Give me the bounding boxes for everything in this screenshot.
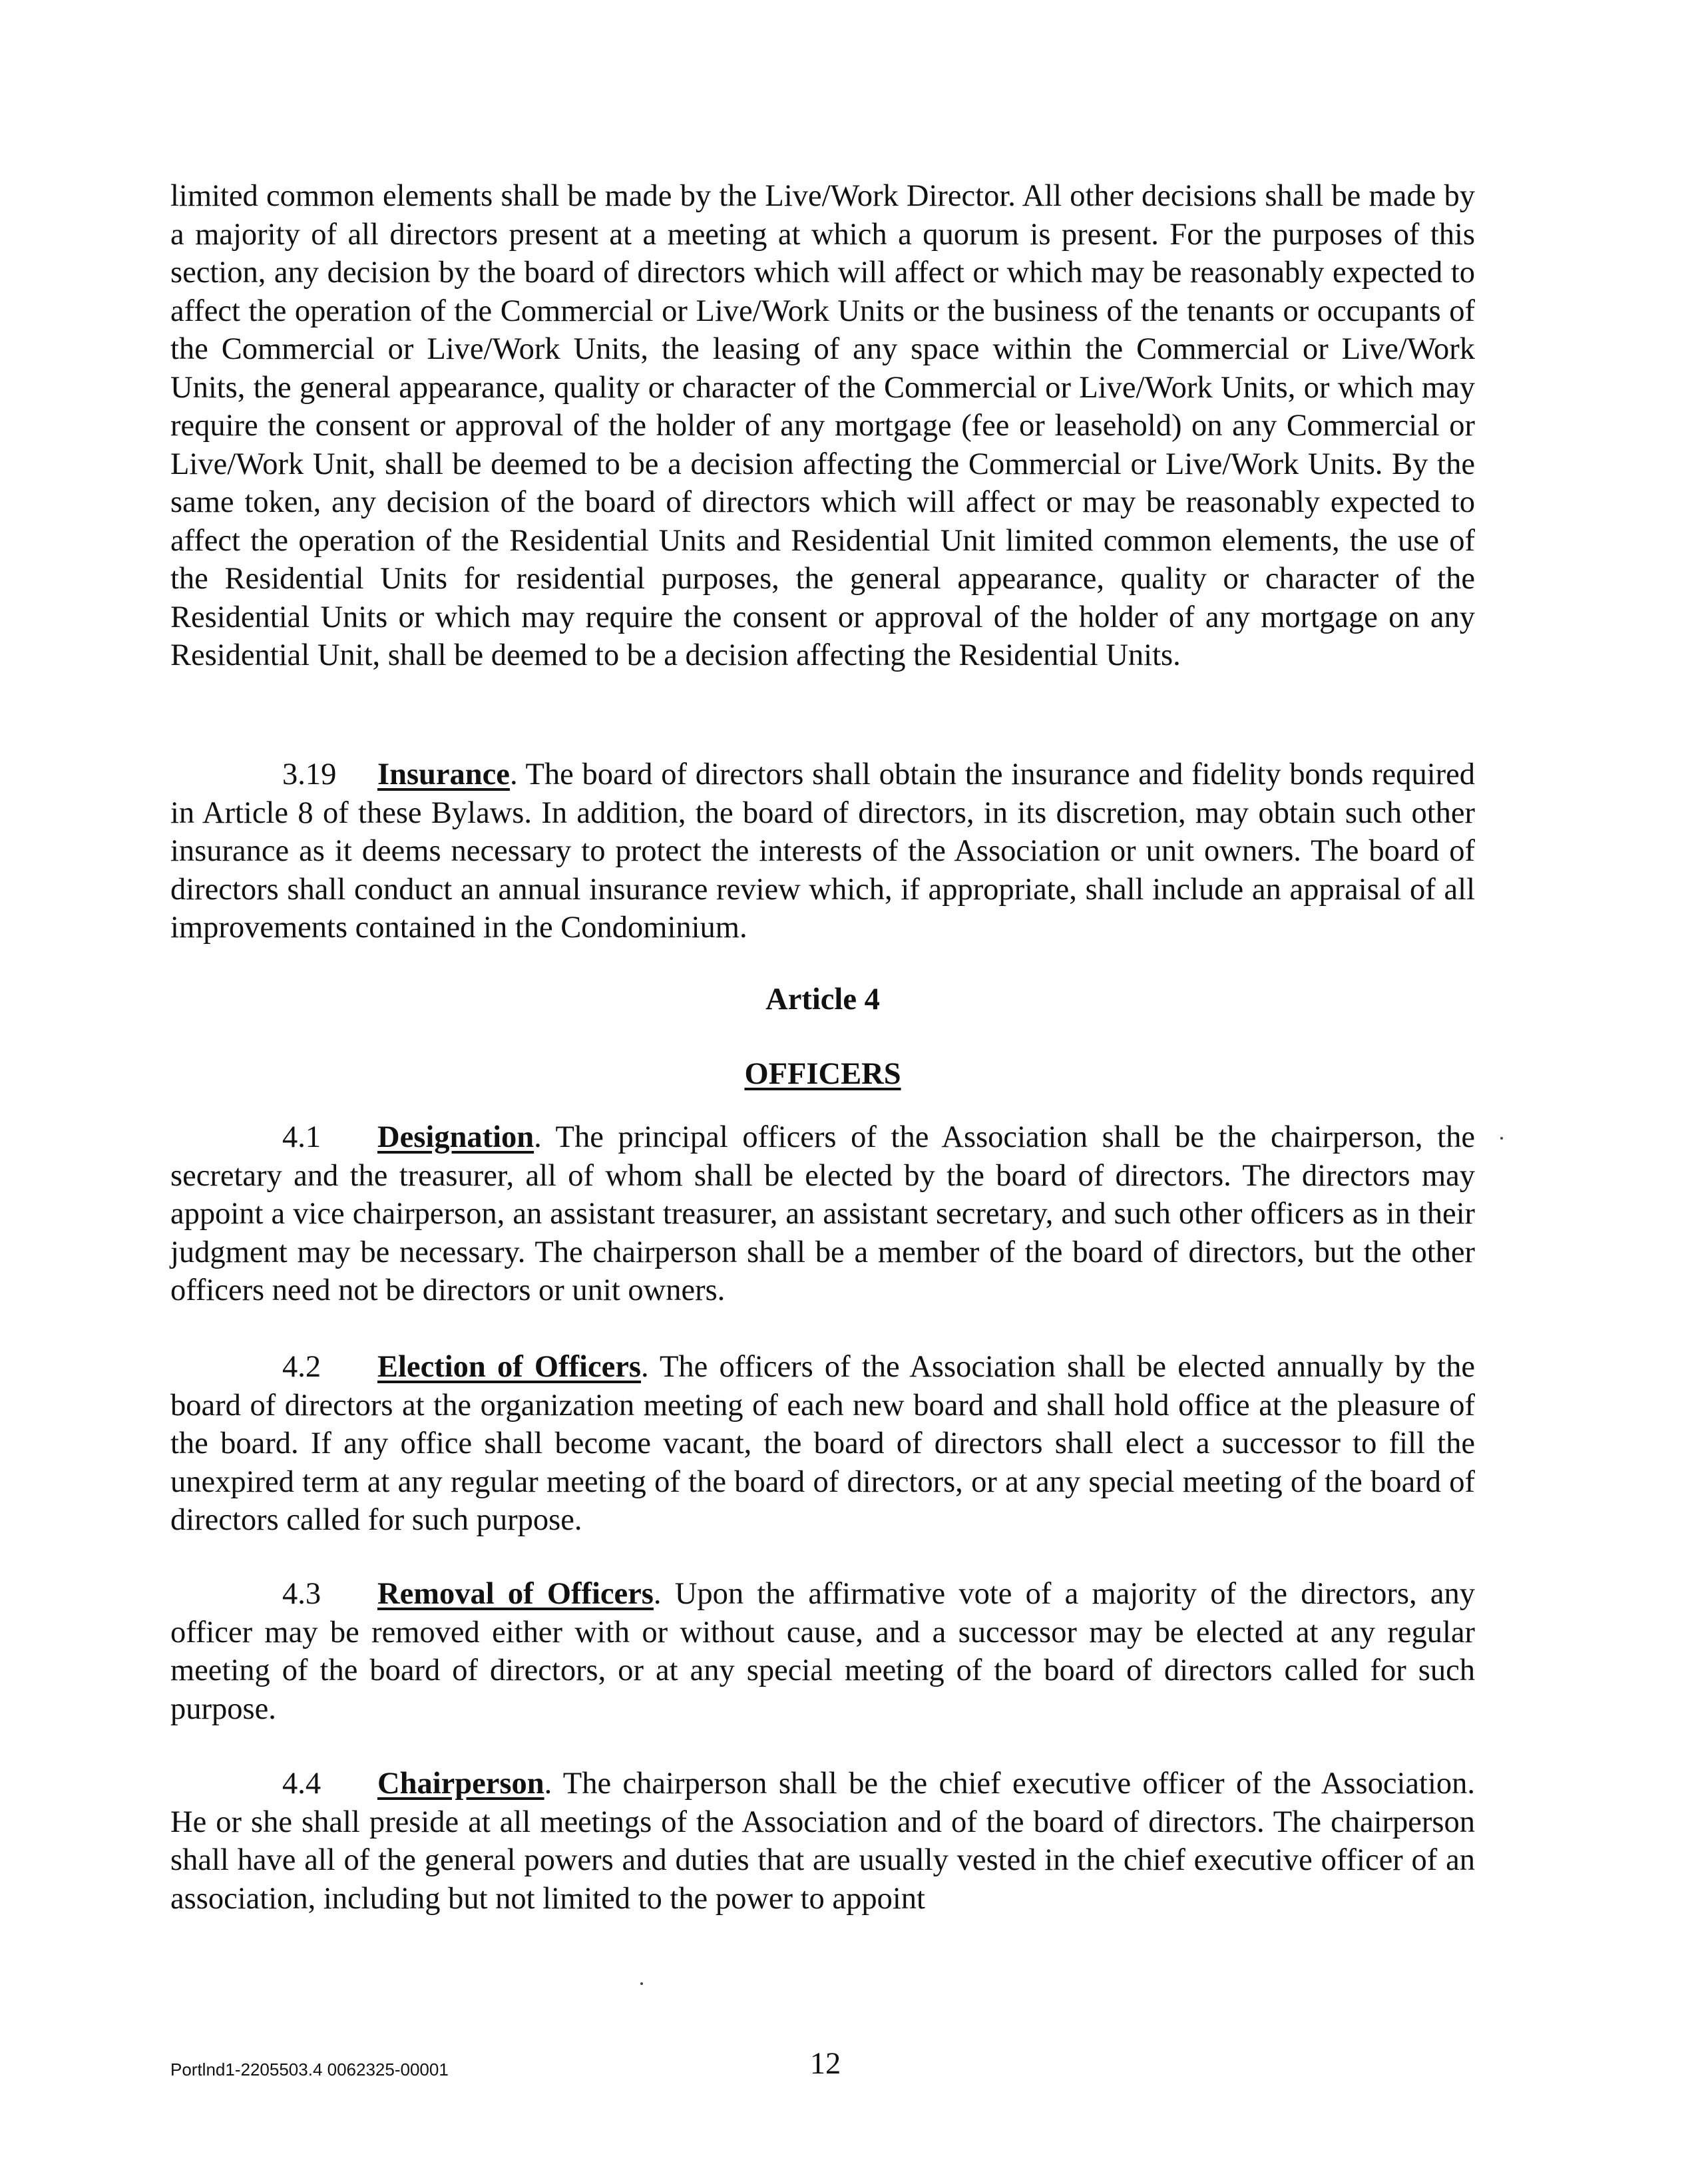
section-number: 4.1 xyxy=(282,1120,321,1154)
footer-document-id: Portlnd1-2205503.4 0062325-00001 xyxy=(170,2060,449,2079)
section-heading: Chairperson xyxy=(377,1767,544,1801)
section-text: . The officers of the Association shall be elected annually by the board of directors at the organization meeting of each new board and shall hold office at the pleasure of the board. If any office shall become vacant, the board of directors shall elect a successor to fill the unexpired term at any regular meeting of the board of directors, or at any special meeting of the board of directors called for such purpose. xyxy=(170,1350,1475,1537)
section-number: 3.19 xyxy=(282,758,337,791)
section-text: . Upon the affirmative vote of a majority of the directors, any officer may be removed either with or without cause, and a successor may be elected at any regular meeting of the board of directors, or at any special meeting of the board of directors called for such purpose. xyxy=(170,1577,1475,1726)
section-heading: Removal of Officers xyxy=(377,1577,654,1611)
section-4-3 xyxy=(170,1575,1475,1728)
section-4-4 xyxy=(170,1765,1475,1918)
article-label: Article 4 xyxy=(765,983,880,1016)
section-heading: Designation xyxy=(377,1120,534,1154)
page-number: 12 xyxy=(809,2047,841,2081)
section-text: . The chairperson shall be the chief executive officer of the Association. He or she shall preside at all meetings of the Association and of the board of directors. The chairperson shall have all of the general powers and duties that are usually vested in the chief executive officer of an association, including but not limited to the power to appoint xyxy=(170,1767,1475,1916)
section-3-19 xyxy=(170,756,1475,947)
section-4-1 xyxy=(170,1118,1475,1310)
scan-speck xyxy=(640,1982,643,1985)
section-heading: Insurance xyxy=(377,758,510,791)
section-number: 4.2 xyxy=(282,1350,321,1384)
section-4-2 xyxy=(170,1348,1475,1540)
section-text: . The board of directors shall obtain the insurance and fidelity bonds required in Article 8 of these Bylaws. In addition, the board of directors, in its discretion, may obtain such other insurance as it deems necessary to protect the interests of the Association or unit owners. The board of directors shall conduct an annual insurance review which, if appropriate, shall include an appraisal of all improvements contained in the Condominium. xyxy=(170,758,1475,945)
paragraph-continuation: limited common elements shall be made by the Live/Work Director. All other decisions shall be made by a majority of all directors present at a meeting at which a quorum is present. For the purposes of this section, any decision by the board of directors which will affect or which may be reasonably expected to affect the operation of the Commercial or Live/Work Units or the business of the tenants or occupants of the Commercial or Live/Work Units, the leasing of any space within the Commercial or Live/Work Units, the general appearance, quality or character of the Commercial or Live/Work Units, or which may require the consent or approval of the holder of any mortgage (fee or leasehold) on any Commercial or Live/Work Unit, shall be deemed to be a decision affecting the Commercial or Live/Work Units. By the same token, any decision of the board of directors which will affect or may be reasonably expected to affect the operation of the Residential Units and Residential Unit limited common elements, the use of the Residential Units for residential purposes, the general appearance, quality or character of the Residential Units or which may require the consent or approval of the holder of any mortgage on any Residential Unit, shall be deemed to be a decision affecting the Residential Units. xyxy=(170,179,1475,672)
section-number: 4.3 xyxy=(282,1577,321,1611)
section-number: 4.4 xyxy=(282,1767,321,1801)
article-title: OFFICERS xyxy=(744,1057,901,1091)
section-heading: Election of Officers xyxy=(377,1350,641,1384)
section-text: . The principal officers of the Association shall be the chairperson, the secretary and the treasurer, all of whom shall be elected by the board of directors. The directors may appoint a vice chairperson, an assistant treasurer, an assistant secretary, and such other officers as in their judgment may be necessary. The chairperson shall be a member of the board of directors, but the other officers need not be directors or unit owners. xyxy=(170,1120,1475,1307)
scan-speck xyxy=(1500,1137,1503,1140)
